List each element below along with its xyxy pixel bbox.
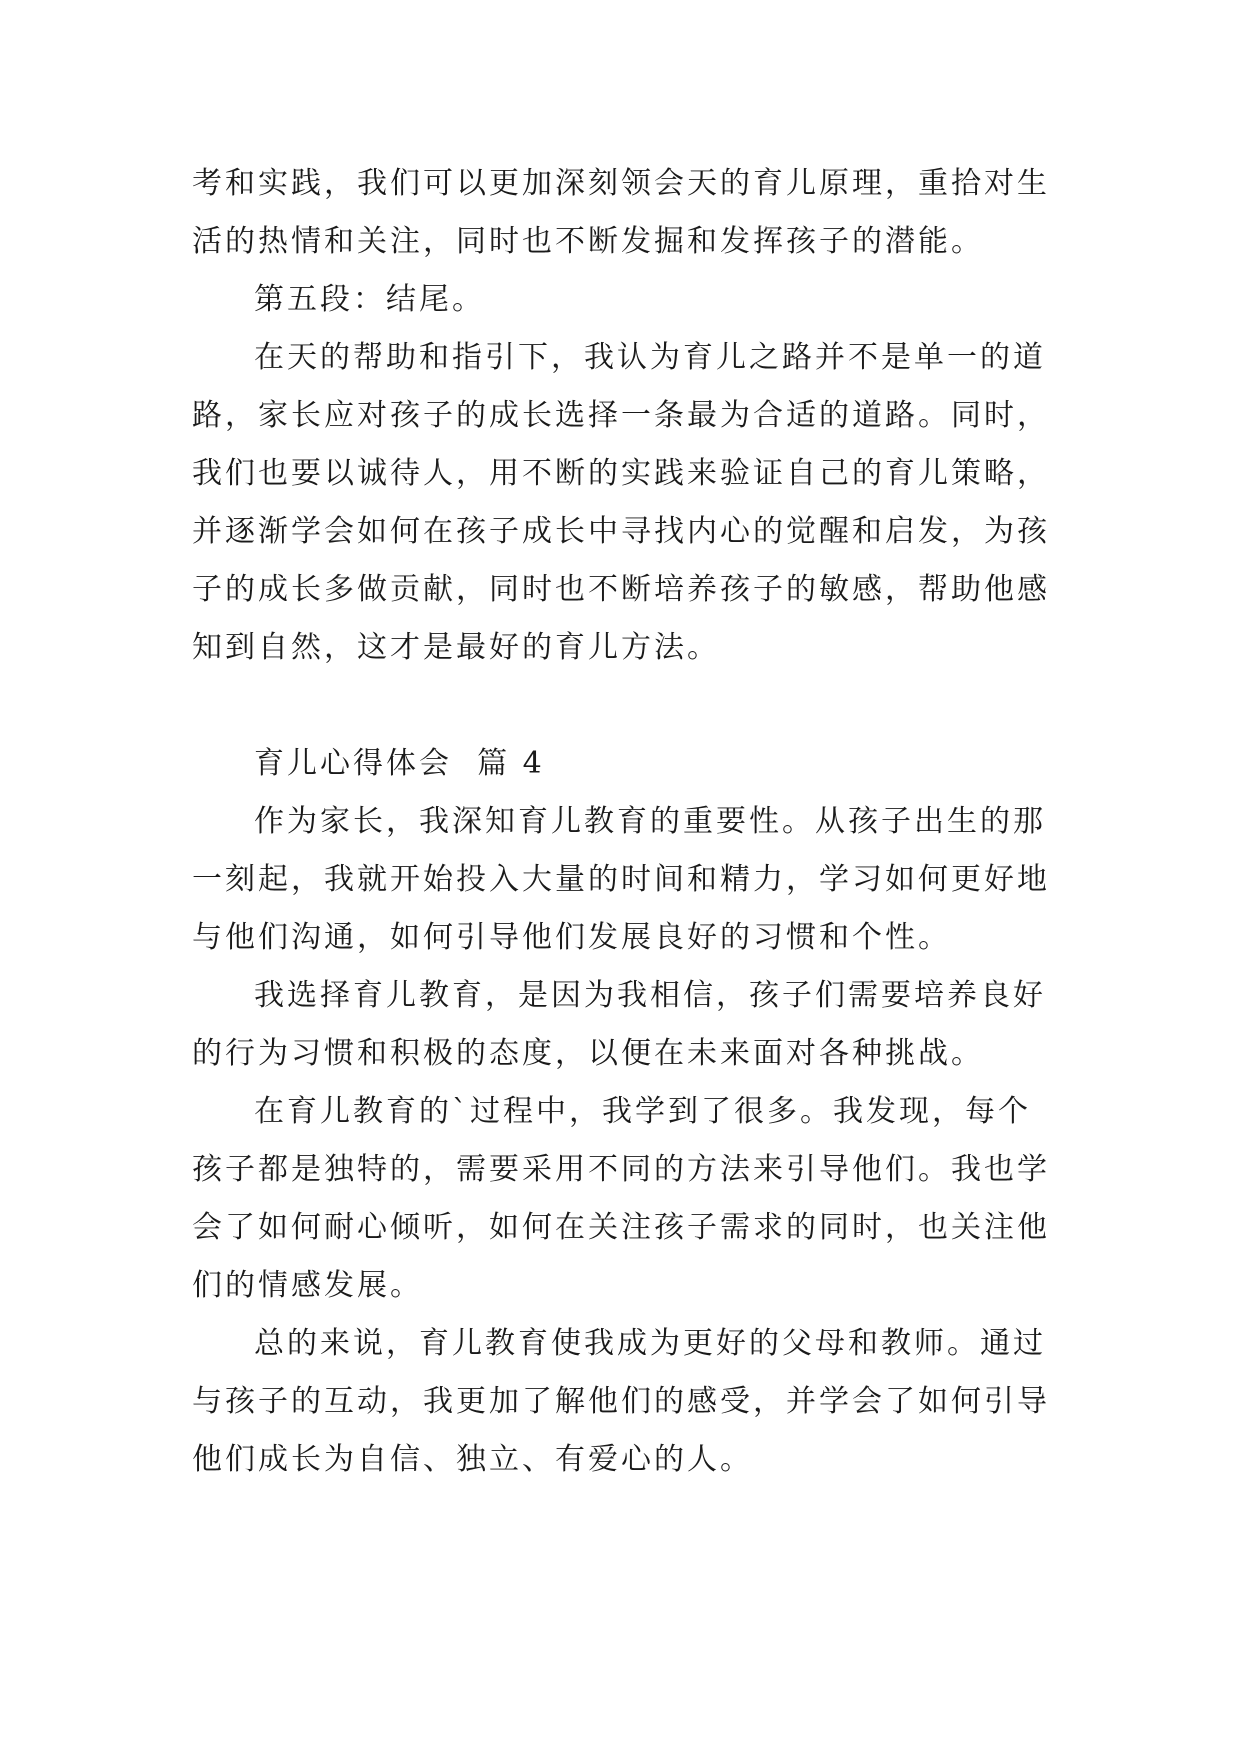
article-4 xyxy=(192,735,1052,1489)
conclusion-paragraph: 在天的帮助和指引下，我认为育儿之路并不是单一的道路，家长应对孩子的成长选择一条最为合适的道路。同时，我们也要以诚待人，用不断的实践来验证自己的育儿策略，并逐渐学会如何在孩子成长中寻找内心的觉醒和启发，为孩子的成长多做贡献，同时也不断培养孩子的敏感，帮助他感知到自然，这才是最好的育儿方法。 xyxy=(192,340,1050,665)
section-heading: 第五段：结尾。 xyxy=(254,282,485,317)
article-title: 育儿心得体会 篇 4 xyxy=(254,746,545,781)
body-paragraph: 总的来说，育儿教育使我成为更好的父母和教师。通过与孩子的互动，我更加了解他们的感受，并学会了如何引导他们成长为自信、独立、有爱心的人。 xyxy=(192,1326,1050,1477)
body-paragraph: 我选择育儿教育，是因为我相信，孩子们需要培养良好的行为习惯和积极的态度，以便在未来面对各种挑战。 xyxy=(192,978,1046,1071)
previous-article-ending xyxy=(192,155,1052,677)
body-paragraph: 在育儿教育的`过程中，我学到了很多。我发现，每个孩子都是独特的，需要采用不同的方法来引导他们。我也学会了如何耐心倾听，如何在关注孩子需求的同时，也关注他们的情感发展。 xyxy=(192,1094,1050,1303)
continuation-paragraph: 考和实践，我们可以更加深刻领会天的育儿原理，重拾对生活的热情和关注，同时也不断发掘和发挥孩子的潜能。 xyxy=(192,166,1050,259)
body-paragraph: 作为家长，我深知育儿教育的重要性。从孩子出生的那一刻起，我就开始投入大量的时间和精力，学习如何更好地与他们沟通，如何引导他们发展良好的习惯和个性。 xyxy=(192,804,1050,955)
